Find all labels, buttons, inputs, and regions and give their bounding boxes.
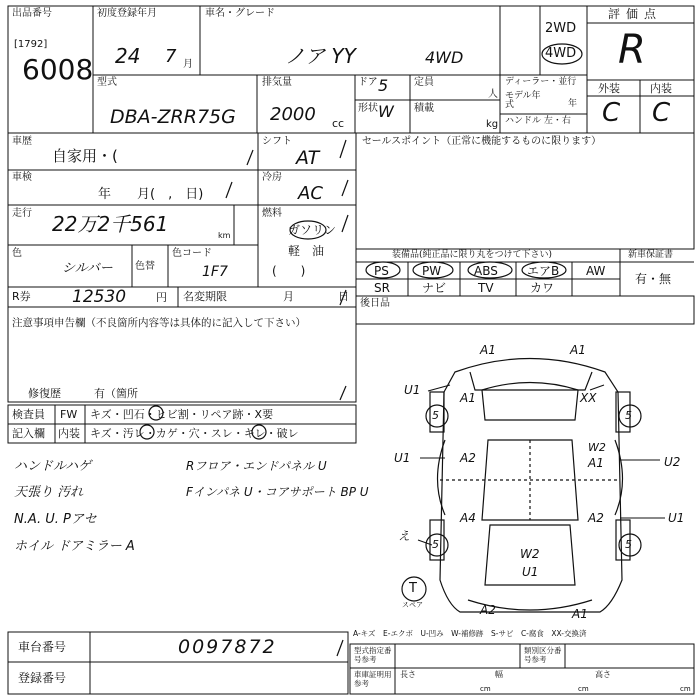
remark-line: Rフロア・エンドパネル U (186, 459, 327, 473)
damage-mark: A1 (480, 343, 496, 357)
equipment-navi: ナビ (422, 281, 447, 295)
model-designation-label: 型式指定番号参考 (354, 646, 392, 664)
car-name: ノア YY (285, 44, 356, 68)
interior-inspect-label: 内装 (58, 427, 80, 440)
kg-unit: kg (486, 119, 499, 130)
record-label: 記入欄 (12, 427, 45, 440)
remark-line: 天張り 汚れ (14, 485, 84, 500)
doors: 5 (378, 76, 389, 95)
spare-label: スペア (402, 601, 423, 609)
new-car-warranty-value: 有・無 (635, 272, 672, 286)
equipment-abs: ABS (474, 264, 498, 278)
registration-number-label: 登録番号 (18, 671, 67, 685)
remark-line: ハンドルハゲ (14, 459, 92, 474)
damage-mark: A1 (570, 343, 586, 357)
color-label: 色 (12, 248, 22, 259)
repair-history-label: 修復歴 (28, 387, 61, 400)
inspection-label: 車検 (12, 172, 32, 183)
yen-unit: 円 (156, 291, 167, 304)
load-label: 積載 (414, 103, 434, 114)
displacement: 2000 (270, 104, 316, 125)
repair-history-value: 有（箇所 (94, 387, 138, 400)
equipment-pw: PW (422, 264, 442, 278)
equipment-header: 装備品(純正品に限り丸をつけて下さい) (392, 250, 553, 260)
km-unit: km (218, 231, 231, 240)
exterior-grade: C (602, 98, 621, 128)
shape-label: 形状 (358, 103, 378, 114)
usage-history: 自家用・( (52, 147, 118, 165)
name-change-day: 日 (338, 290, 349, 303)
width-label: 幅 (495, 670, 503, 679)
recycle-fee: 12530 (72, 287, 127, 307)
tire-mark: 5 (432, 409, 439, 422)
tire-mark: 5 (432, 538, 439, 551)
damage-mark: U2 (664, 455, 681, 469)
chassis-number: 0097872 (178, 636, 277, 658)
interior-grade: C (652, 98, 671, 128)
model-code-label: 型式 (97, 77, 117, 88)
name-change-month: 月 (283, 290, 294, 303)
fuel-gasoline: ガソリン (288, 223, 337, 237)
shift-label: シフト (262, 136, 292, 147)
air-conditioning: AC (298, 183, 323, 204)
drive-2wd-option: 2WD (545, 21, 577, 36)
damage-mark: U1 (404, 383, 421, 397)
body-color: シルバー (62, 261, 113, 276)
declaration-label: 注意事項申告欄（不良箇所内容等は具体的に記入して下さい） (12, 317, 306, 329)
displacement-label: 排気量 (262, 77, 292, 88)
inspector-label: 検査員 (12, 408, 45, 421)
new-car-warranty-label: 新車保証書 (628, 250, 674, 260)
mileage-label: 走行 (12, 208, 32, 219)
interior-items: キズ・汚レ・カゲ・穴・スレ・キレ・破レ (90, 427, 299, 440)
remark-line: N.A. U. Pアセ (14, 512, 97, 527)
damage-mark: A4 (460, 511, 476, 525)
lot-number: 6008 (22, 53, 94, 86)
doors-label: ドア (358, 77, 378, 88)
equipment-sr: SR (374, 281, 390, 295)
height-label: 高さ (595, 670, 611, 679)
name-change-label: 名変期限 (183, 290, 227, 303)
lot-number-label: 出品番号 (12, 8, 52, 19)
damage-mark: U1 (668, 511, 685, 525)
recycle-label: R券 (12, 290, 31, 303)
equipment-airbag: エアB (527, 264, 560, 278)
damage-mark: A2 (588, 511, 604, 525)
cm-unit: cm (680, 685, 691, 693)
fw-label: FW (60, 408, 78, 421)
length-label: 長さ (400, 670, 416, 679)
person-unit: 人 (488, 89, 498, 100)
ac-label: 冷房 (262, 172, 282, 183)
remark-line: Fインパネ U・コアサポート BP U (186, 485, 369, 499)
usage-history-label: 車歴 (12, 136, 32, 147)
fw-items: キズ・凹石・ヒビ割・リペア跡・X要 (90, 408, 274, 421)
lot-sub-code: [1792] (14, 39, 48, 50)
aftermarket-label: 後日品 (360, 298, 390, 309)
cc-unit: cc (332, 117, 345, 130)
sales-point-label: セールスポイント（正常に機能するものに限ります） (362, 136, 602, 147)
spare-tire-mark: T (409, 581, 417, 596)
mileage: 22万2千561 (52, 212, 169, 236)
damage-mark: U1 (522, 565, 539, 579)
dealer-label: ディーラー・並行 (505, 77, 577, 87)
drive-type: 4WD (425, 48, 464, 67)
damage-mark: A2 (480, 603, 496, 617)
damage-mark: A1 (460, 391, 476, 405)
chassis-number-label: 車台番号 (18, 640, 67, 654)
first-registration-year: 24 (115, 44, 141, 68)
fuel-diesel: 軽 油 (288, 244, 325, 258)
inspection-date: 年 月( , 日) (98, 187, 204, 202)
damage-mark: A2 (460, 451, 476, 465)
tire-mark: 5 (625, 538, 632, 551)
damage-mark: A1 (572, 607, 588, 621)
shift: AT (296, 147, 320, 169)
shape: W (378, 102, 394, 121)
interior-label: 内装 (650, 82, 672, 95)
class-designation-label: 類別区分番号参考 (524, 646, 562, 664)
fuel-other: ( ) (272, 264, 306, 278)
cm-unit: cm (480, 685, 491, 693)
capacity-label: 定員 (414, 77, 434, 88)
equipment-tv: TV (478, 281, 494, 295)
color-change-label: 色替 (135, 261, 155, 272)
damage-mark: A1 (588, 456, 604, 470)
first-registration-month: 7 (165, 46, 177, 67)
drive-4wd-option: 4WD (545, 46, 577, 61)
month-unit: 月 (183, 59, 193, 70)
model-year-label: モデル年式 (505, 91, 541, 110)
grade-label: 評価点 (608, 7, 663, 21)
garage-cert-label: 車庫証明用参考 (354, 670, 392, 688)
damage-mark: W2 (520, 547, 540, 561)
first-registration-label: 初度登録年月 (97, 8, 157, 19)
model-code: DBA-ZRR75G (110, 106, 236, 128)
damage-mark: U1 (394, 451, 411, 465)
damage-mark: XX (580, 391, 597, 405)
color-code: 1F7 (202, 264, 228, 280)
color-code-label: 色コード (172, 248, 212, 259)
year-unit: 年 (568, 99, 578, 109)
damage-legend: A-キズ E-エクボ U-凹み W-補修跡 S-サビ C-腐食 XX-交換済 (353, 629, 587, 638)
equipment-aw: AW (586, 264, 606, 278)
damage-mark: W2 (588, 441, 606, 454)
car-name-label: 車名・グレード (205, 8, 275, 19)
handle-label: ハンドル 左・右 (505, 116, 571, 126)
fuel-label: 燃料 (262, 208, 282, 219)
equipment-ps: PS (374, 264, 389, 278)
damage-mark: え (398, 529, 411, 543)
overall-grade: R (618, 27, 646, 73)
exterior-label: 外装 (598, 82, 620, 95)
equipment-leather: カワ (530, 281, 555, 295)
tire-mark: 5 (625, 409, 632, 422)
remark-line: ホイル ドアミラー A (14, 539, 135, 554)
cm-unit: cm (578, 685, 589, 693)
